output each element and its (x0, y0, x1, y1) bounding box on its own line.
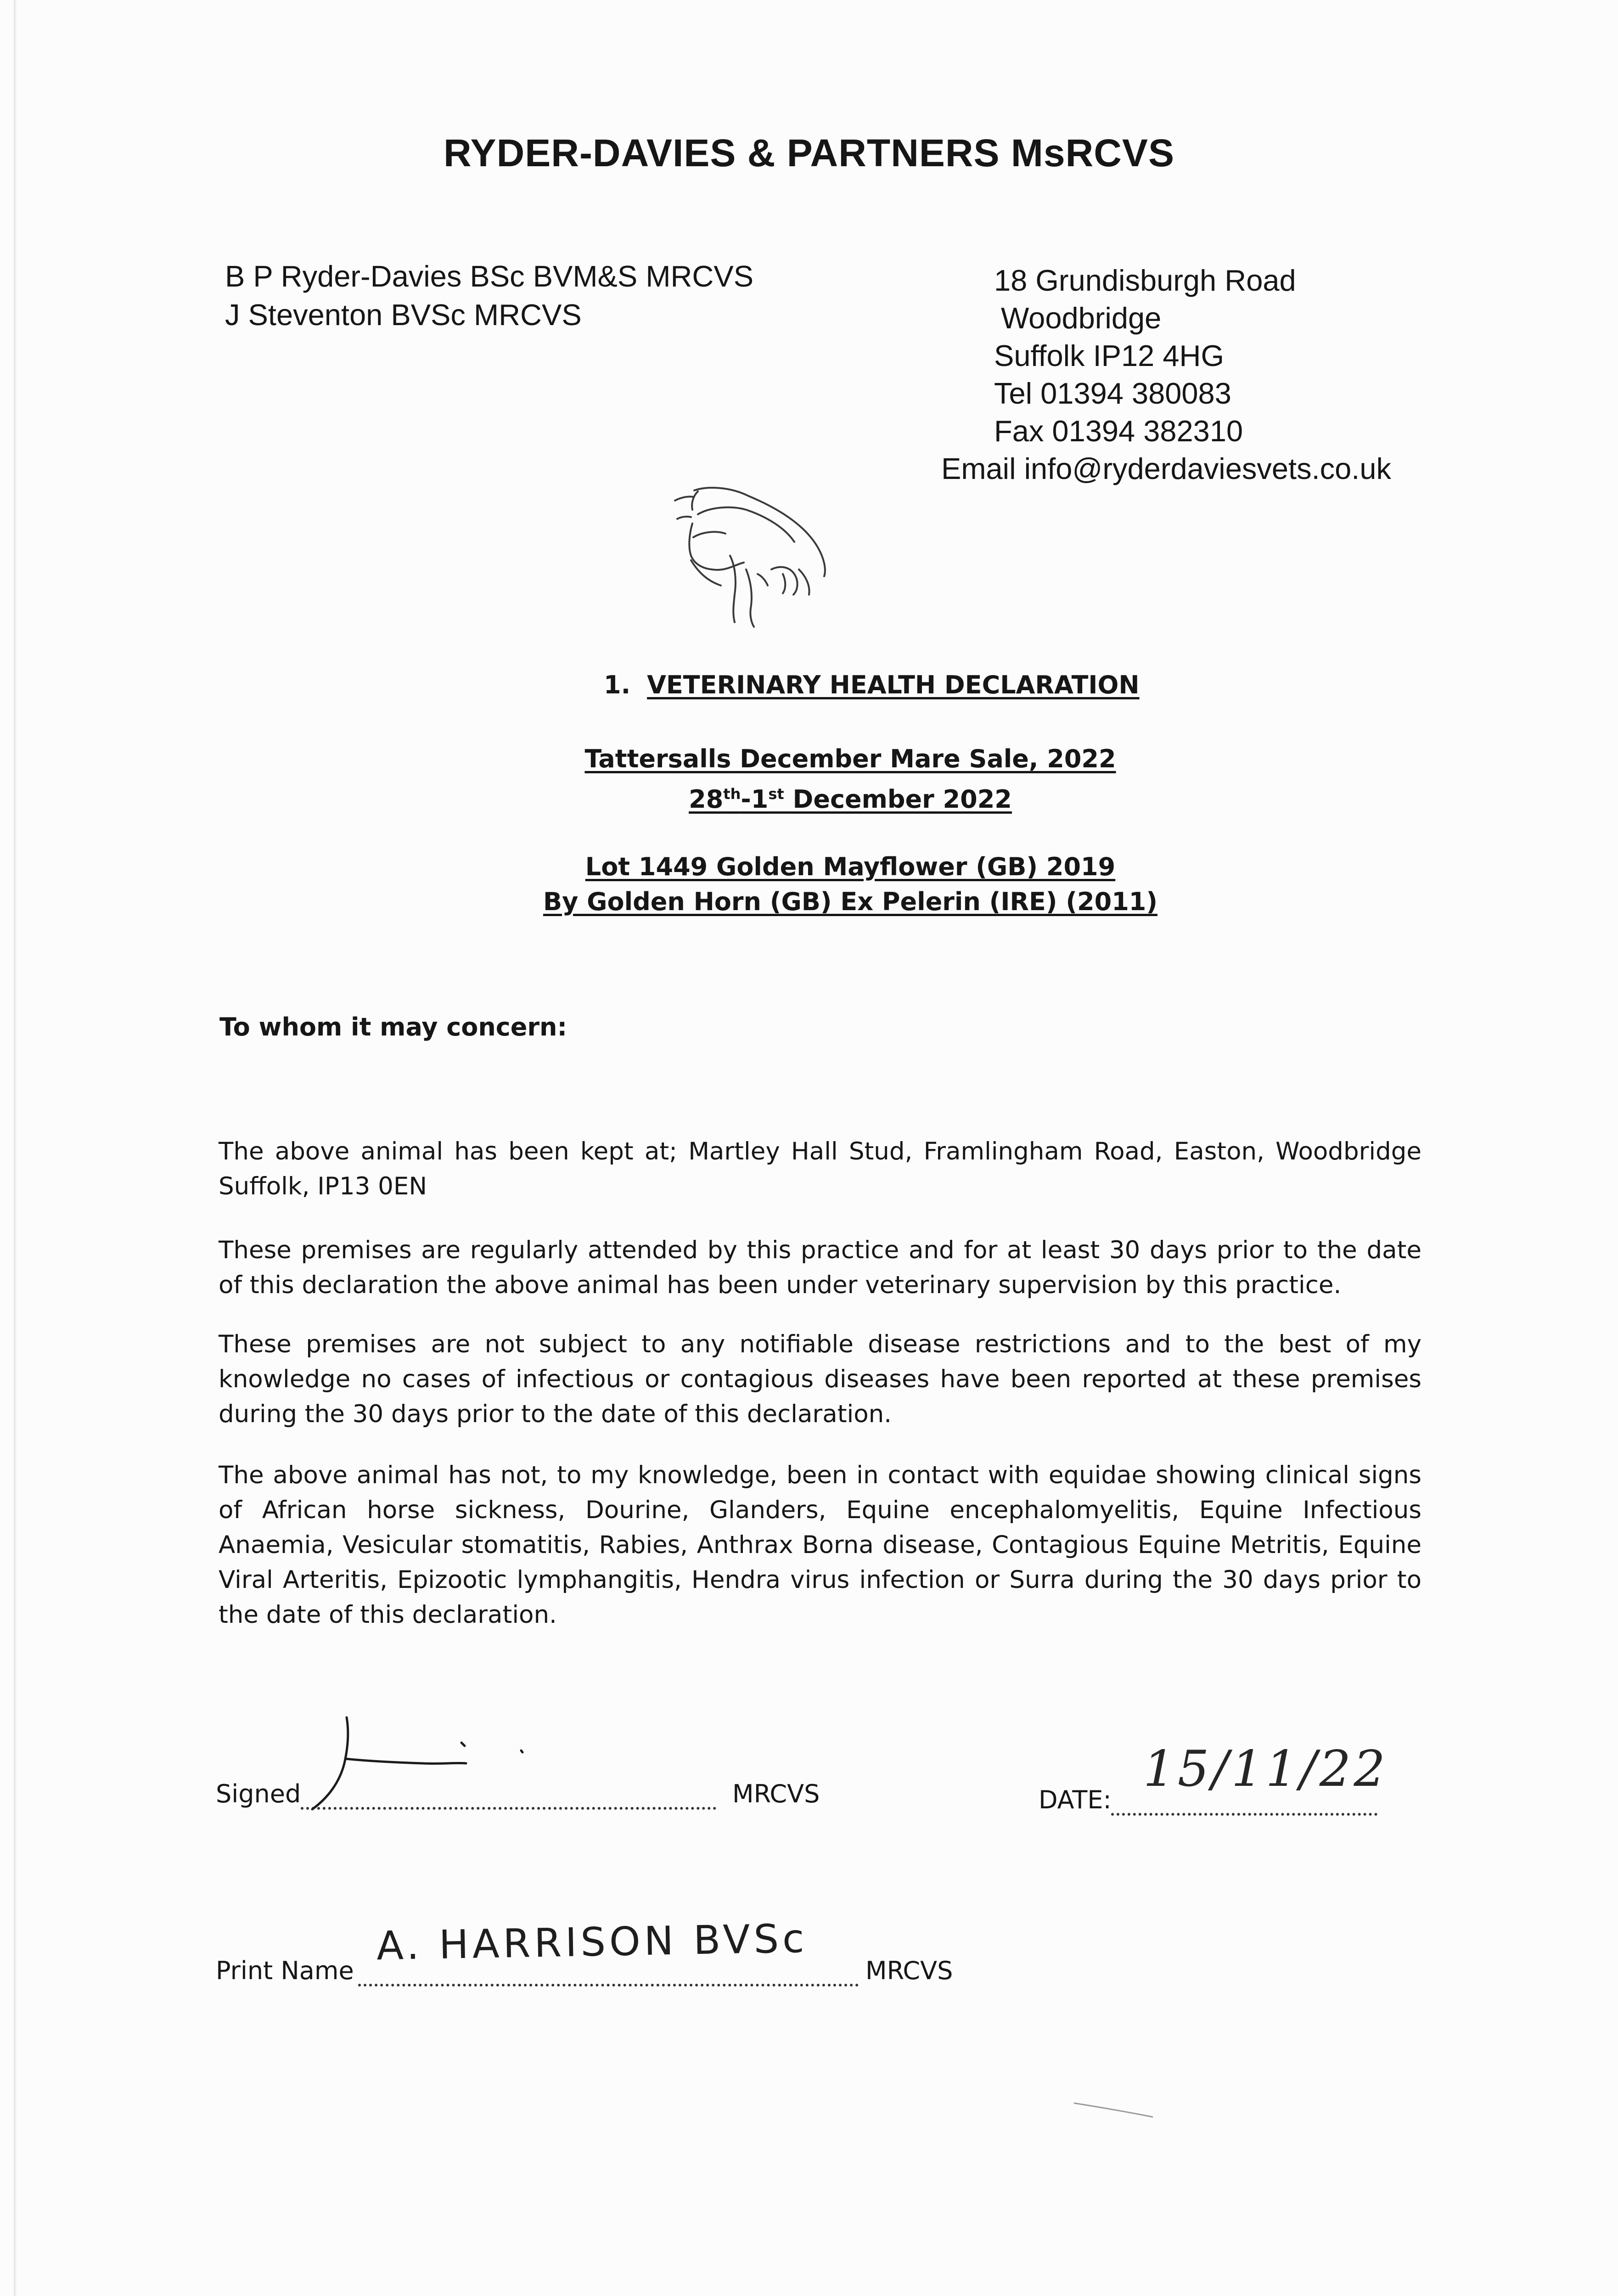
salutation: To whom it may concern: (219, 1013, 567, 1041)
stray-pen-mark (1070, 2094, 1162, 2122)
signed-label: Signed (216, 1779, 301, 1808)
sale-date-day2-suffix: st (768, 785, 784, 803)
sale-date-month-year: December 2022 (784, 785, 1012, 814)
paragraph-supervision: These premises are regularly attended by this practice and for at least 30 days prior to the date of this declaration the above animal has been under veterinary supervision by this practice. (219, 1236, 1421, 1299)
declaration-title-text: VETERINARY HEALTH DECLARATION (647, 670, 1140, 699)
signed-mrcvs-suffix: MRCVS (732, 1779, 820, 1808)
date-value: 15/11/22 (1143, 1740, 1388, 1798)
print-name-label: Print Name (216, 1956, 354, 1985)
practice-address (941, 262, 1391, 488)
address-fax: Fax 01394 382310 (994, 414, 1243, 448)
address-street: 18 Grundisburgh Road (994, 264, 1296, 297)
paragraph-premises: The above animal has been kept at; Martley Hall Stud, Framlingham Road, Easton, Woodbridge Suffolk, IP13 0EN (219, 1137, 1421, 1200)
sale-info (41, 742, 1618, 817)
declaration-title (604, 670, 1140, 699)
handwritten-signature (303, 1713, 560, 1814)
paragraph-contact: The above animal has not, to my knowledge, been in contact with equidae showing clinical signs of African horse sickness, Dourine, Glanders, Equine encephalomyelitis, Equine Infectious Anaemia, Vesicular stomatitis, Rabies, Anthrax Borna disease, Contagious Equine Metritis, Equine Viral Arteritis, Epizootic lymphangitis, Hendra virus infection or Surra during the 30 days prior to the date of this declaration. (219, 1461, 1421, 1629)
paragraph-restrictions: These premises are not subject to any notifiable disease restrictions and to the best of my knowledge no cases of infectious or contagious diseases have been reported at these premises during the 30 days prior to the date of this declaration. (219, 1330, 1421, 1428)
declaration-number: 1. (604, 670, 631, 699)
address-town: Woodbridge (1001, 301, 1162, 335)
scan-edge (14, 0, 17, 2296)
partner-name: B P Ryder-Davies BSc BVM&S MRCVS (225, 259, 754, 293)
lot-info (41, 850, 1618, 919)
address-county-postcode: Suffolk IP12 4HG (994, 339, 1225, 372)
address-tel: Tel 01394 380083 (994, 377, 1231, 410)
partners-list (225, 257, 753, 334)
address-email: Email info@ryderdaviesvets.co.uk (941, 452, 1391, 485)
sale-date-day1-suffix: th (723, 785, 741, 803)
sale-date-day1: 28 (689, 785, 724, 814)
lot-line: Lot 1449 Golden Mayflower (GB) 2019 (585, 852, 1116, 881)
horse-head-logo-icon (666, 482, 863, 634)
print-name-mrcvs-suffix: MRCVS (865, 1956, 953, 1985)
firm-name: RYDER-DAVIES & PARTNERS MsRCVS (444, 131, 1174, 174)
sale-date-day2: -1 (741, 785, 769, 814)
sale-dates (689, 785, 1012, 814)
print-name-value: A. HARRISON BVSc (376, 1915, 809, 1970)
sale-name: Tattersalls December Mare Sale, 2022 (584, 744, 1116, 773)
date-label: DATE: (1039, 1785, 1112, 1814)
pedigree-line: By Golden Horn (GB) Ex Pelerin (IRE) (2011) (543, 887, 1158, 916)
partner-name: J Steventon BVSc MRCVS (225, 298, 582, 332)
